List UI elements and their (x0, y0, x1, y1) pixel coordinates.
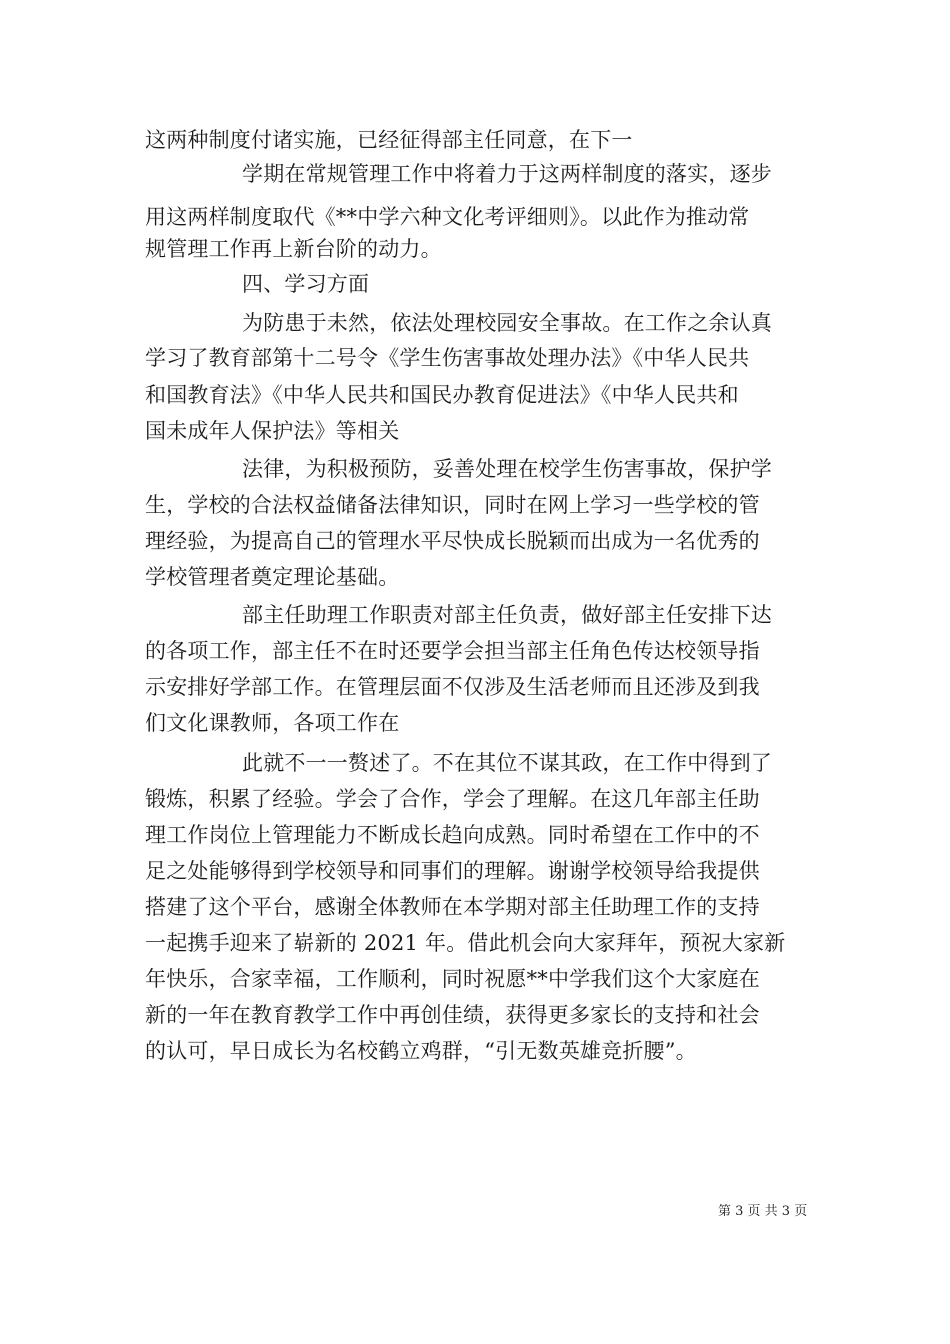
body-line: 一起携手迎来了崭新的 2021 年。借此机会向大家拜年，预祝大家新 (145, 931, 786, 955)
body-line: 用这两样制度取代《**中学六种文化考评细则》。以此作为推动常 (145, 205, 750, 229)
body-line: 理经验，为提高自己的管理水平尽快成长脱颖而出成为一名优秀的 (145, 529, 760, 553)
body-line: 部主任助理工作职责对部主任负责，做好部主任安排下达 (242, 603, 772, 627)
body-line: 学期在常规管理工作中将着力于这两样制度的落实，逐步 (242, 162, 772, 186)
body-line: 搭建了这个平台，感谢全体教师在本学期对部主任助理工作的支持 (145, 895, 760, 919)
body-line: 国未成年人保护法》等相关 (145, 419, 400, 443)
body-line: 学习了教育部第十二号令《学生伤害事故处理办法》《中华人民共 (145, 346, 750, 370)
body-line: 法律，为积极预防，妥善处理在校学生伤害事故，保护学 (242, 457, 772, 481)
body-line: 的各项工作，部主任不在时还要学会担当部主任角色传达校领导指 (145, 639, 760, 663)
body-line: 足之处能够得到学校领导和同事们的理解。谢谢学校领导给我提供 (145, 859, 760, 883)
body-line: 为防患于未然，依法处理校园安全事故。在工作之余认真 (242, 311, 772, 335)
body-line: 此就不一一赘述了。不在其位不谋其政，在工作中得到了 (242, 751, 772, 775)
body-line: 生，学校的合法权益储备法律知识，同时在网上学习一些学校的管 (145, 493, 760, 517)
body-line: 理工作岗位上管理能力不断成长趋向成熟。同时希望在工作中的不 (145, 823, 760, 847)
body-line: 示安排好学部工作。在管理层面不仅涉及生活老师而且还涉及到我 (145, 675, 760, 699)
section-heading: 四、学习方面 (242, 272, 370, 296)
body-line: 的认可，早日成长为名校鹤立鸡群，“引无数英雄竞折腰”。 (145, 1039, 697, 1063)
body-line: 们文化课教师，各项工作在 (145, 711, 400, 735)
body-line: 这两种制度付诸实施，已经征得部主任同意，在下一 (145, 128, 633, 152)
body-line: 学校管理者奠定理论基础。 (145, 565, 400, 589)
body-line: 年快乐，合家幸福，工作顺利，同时祝愿**中学我们这个大家庭在 (145, 967, 760, 991)
page-number: 第 3 页 共 3 页 (718, 1204, 808, 1219)
body-line: 锻炼，积累了经验。学会了合作，学会了理解。在这几年部主任助 (145, 787, 760, 811)
body-line: 规管理工作再上新台阶的动力。 (145, 237, 442, 261)
body-line: 和国教育法》《中华人民共和国民办教育促进法》《中华人民共和 (145, 383, 739, 407)
body-line: 新的一年在教育教学工作中再创佳绩，获得更多家长的支持和社会 (145, 1003, 760, 1027)
